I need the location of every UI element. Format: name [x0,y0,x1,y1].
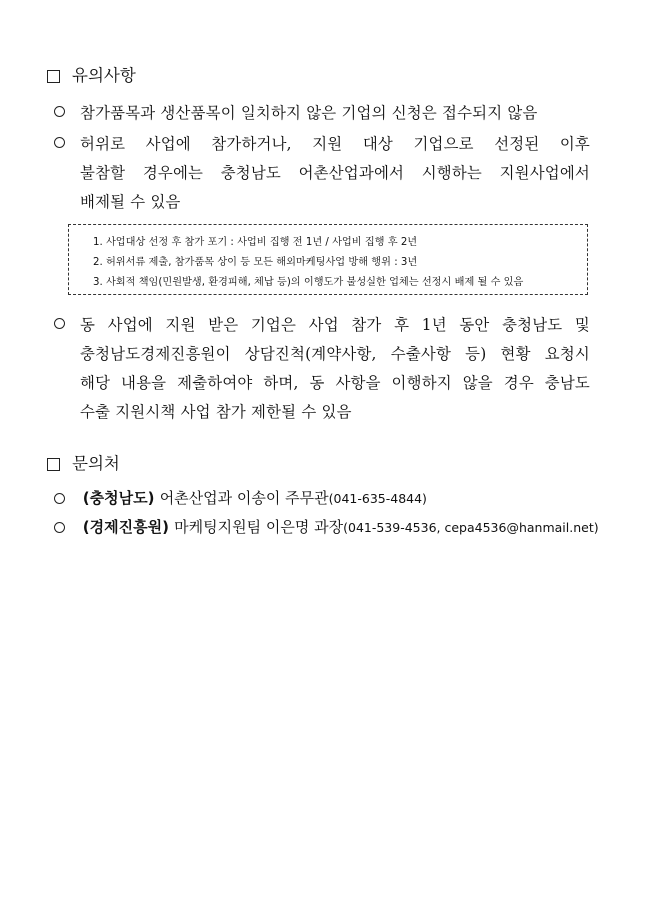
section-title: 유의사항 [72,66,136,85]
note-line: 2. 허위서류 제출, 참가품목 상이 등 모든 해외마케팅사업 방해 행위 : 3년 [93,257,418,268]
item-text: 배제될 수 있음 [80,193,181,211]
list-item [54,132,590,212]
circle-bullet-icon [54,522,65,533]
item-text: 충청남도경제진흥원이 상담진척(계약사항, 수출사항 등) 현황 요청시 [80,345,590,363]
circle-bullet-icon [54,318,65,329]
contact-phone: (041-635-4844) [328,491,427,506]
contact-person: 마케팅지원팀 이은명 과장 [174,518,344,536]
item-text: 수출 지원시책 사업 참가 제한될 수 있음 [80,403,352,421]
section-heading-notice [47,66,136,86]
circle-bullet-icon [54,106,65,117]
list-item [54,101,590,123]
note-line: 1. 사업대상 선정 후 참가 포기 : 사업비 집행 전 1년 / 사업비 집행 후 2년 [93,237,418,248]
item-text: 해당 내용을 제출하여야 하며, 동 사항을 이행하지 않을 경우 충남도 [80,374,590,392]
list-item [54,313,590,423]
section-heading-contact [47,454,120,474]
circle-bullet-icon [54,137,65,148]
note-line: 3. 사회적 책임(민원발생, 환경피해, 체납 등)의 이행도가 불성실한 업체는 선정시 배제 될 수 있음 [93,277,524,288]
checkbox-square-icon [47,70,60,83]
item-text: 불참할 경우에는 충청남도 어촌산업과에서 시행하는 지원사업에서 [80,164,590,182]
contact-line [54,487,427,508]
checkbox-square-icon [47,458,60,471]
contact-person: 어촌산업과 이송이 주무관 [159,489,329,507]
item-text: 동 사업에 지원 받은 기업은 사업 참가 후 1년 동안 충청남도 및 [80,316,590,334]
circle-bullet-icon [54,493,65,504]
item-text: 허위로 사업에 참가하거나, 지원 대상 기업으로 선정된 이후 [80,135,590,153]
contact-line [54,516,599,537]
notes-box [68,224,588,295]
contact-phone-email: (041-539-4536, cepa4536@hanmail.net) [343,520,599,535]
item-text: 참가품목과 생산품목이 일치하지 않은 기업의 신청은 접수되지 않음 [80,104,538,122]
contact-org: (충청남도) [82,489,160,507]
contact-org: (경제진흥원) [82,518,175,536]
section-title: 문의처 [72,454,120,473]
